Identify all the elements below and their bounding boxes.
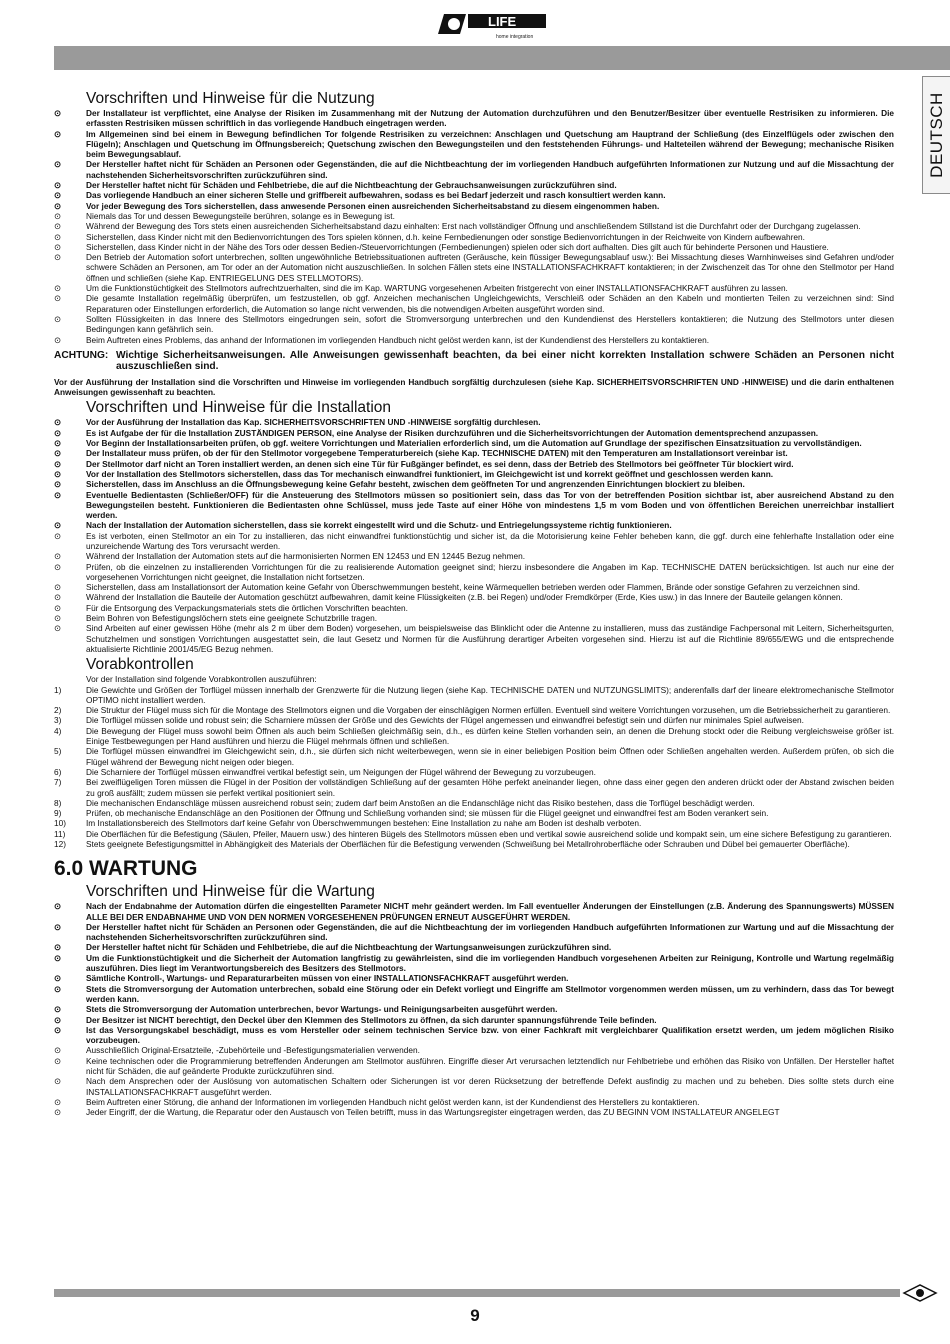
section-heading: Vorschriften und Hinweise für die Installation — [86, 399, 391, 417]
numbered-item — [54, 705, 894, 715]
bullet-icon: ⊙ — [54, 458, 61, 469]
list-item-text: Niemals das Tor und dessen Bewegungsteile berühren, solange es in Bewegung ist. — [86, 210, 395, 221]
item-number: 9) — [54, 808, 62, 819]
list-item-text: Vor jeder Bewegung des Tors sicherstellen, dass anwesende Personen einen ausreichenden Sicherheitsabstand zu diesem eingenommen haben. — [86, 200, 660, 211]
list-item-text: Stets die Stromversorgung der Automation unterbrechen, sobald eine Störung oder ein Defekt vorliegt und Eingriffe am Stellmotor vorgenommen werden müssen, um zu verhindern, dass das Tor bewegt werden kann. — [86, 983, 894, 1004]
numbered-item-text: Die Torflügel müssen solide und robust sein; die Scharniere müssen der Größe und des Gewichts der Flügel angemessen und einwandfrei befestigt sein und dürfen nur minimales Spiel aufweisen. — [86, 715, 804, 726]
list-item-text: Jeder Eingriff, der die Wartung, die Reparatur oder den Austausch von Teilen betrifft, muss in das Wartungsregister eingetragen werden, das ZU BEGINN VOM INSTALLATEUR ANGELEGT — [86, 1107, 780, 1118]
section-heading: Vorschriften und Hinweise für die Nutzung — [86, 90, 375, 107]
item-number: 5) — [54, 746, 62, 757]
bullet-icon: ⊙ — [54, 489, 61, 500]
list-item-text: Während der Installation der Automation stets auf die harmonisierten Normen EN 12453 und EN 12445 Bezug nehmen. — [86, 551, 526, 562]
list-item — [54, 613, 894, 623]
logo-text: LIFE — [488, 14, 517, 29]
list-item — [54, 479, 894, 489]
list-item — [54, 201, 894, 211]
logo-tagline: home integration — [496, 34, 534, 40]
list-item — [54, 582, 894, 592]
list-item — [54, 108, 894, 129]
bullet-icon: ⊙ — [54, 983, 61, 994]
list-item-text: Der Hersteller haftet nicht für Schäden und Fehlbetriebe, die auf die Nichtbeachtung der Gebrauchsanweisungen zurückzuführen sind. — [86, 180, 617, 191]
bullet-icon: ⊙ — [54, 180, 61, 191]
list-item — [54, 252, 894, 283]
numbered-item-text: Bei zweiflügeligen Toren müssen die Flügel in der Position der vollständigen Schließung auf der gesamten Höhe perfekt aneinander liegen, ohne dass einer gegen den anderen drückt oder der Abstand zwischen beiden zu groß ausfällt; zudem müssen sie perfekt vertikal positioniert sein. — [86, 777, 894, 798]
bullet-icon: ⊙ — [54, 592, 61, 603]
list-item — [54, 1045, 894, 1055]
list-item — [54, 428, 894, 438]
list-item-text: Während der Bewegung des Tors stets einen ausreichenden Sicherheitsabstand dazu einhalten: Erst nach vollständiger Öffnung und anschließendem Stillstand ist die Durchfahrt oder der Durchgang zugelassen. — [86, 221, 861, 232]
footer-bar — [54, 1289, 900, 1297]
list-item — [54, 417, 894, 427]
list-item — [54, 984, 894, 1005]
list-item-text: Eventuelle Bedientasten (Schließer/OFF) für die Ansteuerung des Stellmotors müssen so positioniert sein, dass das Tor von der betreffenden Position sichtbar ist, aber ausreichend Abstand zu den Bewegungsteilen besteht. Funktionieren die Bedientasten ohne Schlüssel, muss jede Taste auf einer Höhe von mindestens 1,5 m vom Boden und von öffentlichen Bereichen unerreichbar installiert werden. — [86, 489, 894, 521]
numbered-item-text: Im Installationsbereich des Stellmotors darf keine Gefahr von Überschwemmungen bestehen: Eine Installation zu nahe am Boden ist deshalb verboten. — [86, 818, 642, 829]
list-item — [54, 1004, 894, 1014]
bullet-icon: ⊙ — [54, 973, 61, 984]
numbered-item — [54, 808, 894, 818]
bullet-icon: ⊙ — [54, 252, 61, 263]
list-item-text: Der Besitzer ist NICHT berechtigt, den Deckel über den Klemmen des Stellmotors zu öffnen, da sich darunter spannungsführende Teile befinden. — [86, 1014, 657, 1025]
list-item-text: Beim Auftreten eines Problems, das anhand der Informationen im vorliegenden Handbuch nicht gelöst werden kann, ist der Kundendienst des Herstellers zu kontaktieren. — [86, 334, 710, 345]
list-item-text: Nach der Endabnahme der Automation dürfen die eingestellten Parameter NICHT mehr geändert werden. Im Fall eventueller Änderungen der Einstellungen (z.B. Änderung des Spannungswerts) MÜSSEN ALLE BEI DER ENDABNAHME UND VON DEN NORMEN VORGESEHENEN PRÜFUNGEN ERNEUT AUSGEFÜHRT WERDEN. — [86, 901, 894, 922]
list-item-text: Im Allgemeinen sind bei einem in Bewegung befindlichen Tor folgende Restrisiken zu verzeichnen: Anschlagen und Quetschung am Hauptrand der Schließung (des Einzelflügels oder zwischen den Flügeln); Anschlagen und Quetschung im Öffnungsbereich; Quetschung zwischen den Bewegungsteilen und den feststehenden Führungs- und Halteteilen während der Bewegung; mechanische Risiken beim Bewegungsablauf. — [86, 128, 894, 160]
bullet-icon: ⊙ — [54, 159, 61, 170]
list-item-text: Ist das Versorgungskabel beschädigt, muss es vom Hersteller oder seinem technischen Service bzw. von einer Fachkraft mit vergleichbarer Qualifikation ersetzt werden, um jedem möglichen Risiko vorzubeugen. — [86, 1024, 894, 1046]
list-item — [54, 469, 894, 479]
bullet-icon: ⊙ — [54, 241, 61, 252]
list-item — [54, 242, 894, 252]
list-item-text: Sämtliche Kontroll-, Wartungs- und Reparaturarbeiten müssen von einer INSTALLATIONSFACHKRAFT ausgeführt werden. — [86, 973, 569, 984]
list-item-text: Für die Entsorgung des Verpackungsmaterials stets die örtlichen Vorschriften beachten. — [86, 602, 408, 613]
bullet-icon: ⊙ — [54, 427, 61, 438]
numbered-item — [54, 829, 894, 839]
numbered-item — [54, 767, 894, 777]
list-item-text: Es ist Aufgabe der für die Installation ZUSTÄNDIGEN PERSON, eine Analyse der Risiken durchzuführen und die Sicherheitsvorrichtungen der Automation dementsprechend anzupassen. — [86, 427, 819, 438]
list-item-text: Vor der Installation des Stellmotors sicherstellen, dass das Tor mechanisch einwandfrei funktioniert, im Gleichgewicht ist und korrekt geöffnet und geschlossen werden kann. — [86, 468, 774, 479]
bullet-icon: ⊙ — [54, 520, 61, 531]
list-item-text: Während der Installation die Bauteile der Automation geschützt aufbewahren, damit keine Flüssigkeiten (z.B. bei Regen) und/oder Fremdkörper (Erde, Kies usw.) in das Innere der Bauteile gelangen können. — [86, 592, 843, 603]
bullet-icon: ⊙ — [54, 952, 61, 963]
bullet-icon: ⊙ — [54, 293, 61, 304]
numbered-item — [54, 839, 894, 849]
list-item — [54, 603, 894, 613]
list-item — [54, 592, 894, 602]
checks-intro: Vor der Installation sind folgende Vorabkontrollen auszuführen: — [86, 674, 317, 685]
list-item — [54, 314, 894, 335]
list-item-text: Vor der Ausführung der Installation das Kap. SICHERHEITSVORSCHRIFTEN UND -HINWEISE sorgfältig durchlesen. — [86, 417, 541, 428]
item-number: 8) — [54, 797, 62, 808]
bullet-icon: ⊙ — [54, 1004, 61, 1015]
bullet-icon: ⊙ — [54, 942, 61, 953]
item-number: 4) — [54, 725, 62, 736]
list-item-text: Der Hersteller haftet nicht für Schäden an Personen oder Gegenständen, die auf die Nichtbeachtung der im vorliegenden Handbuch aufgeführten Informationen zur Nutzung und auf die Missachtung der nachstehenden Sicherheitsvorschriften zurückzuführen sind. — [86, 159, 894, 180]
item-number: 1) — [54, 684, 62, 695]
list-item-text: Beim Bohren von Befestigungslöchern stets eine geeignete Schutzbrille tragen. — [86, 613, 378, 624]
list-item — [54, 973, 894, 983]
bullet-icon: ⊙ — [54, 1045, 61, 1056]
list-item-text: Nach dem Ansprechen oder der Auslösung von automatischen Schaltern oder Sicherungen ist vor deren Rücksetzung der betreffende Defekt ausfindig zu machen und zu beheben. Dies sollte stets durch eine INSTALLATIONSFACHKRAFT ausgeführt werden. — [86, 1076, 894, 1097]
bullet-icon: ⊙ — [54, 334, 61, 345]
bullet-icon: ⊙ — [54, 283, 61, 294]
warning-text: Wichtige Sicherheitsanweisungen. Alle Anweisungen gewissenhaft beachten, da bei einer nicht korrekten Installation schwere Schäden an Personen nicht auszuschließen sind. — [116, 349, 894, 373]
numbered-item-text: Die Oberflächen für die Befestigung (Säulen, Pfeiler, Mauern usw.) des hinteren Bügels des Stellmotors müssen eben und vertikal sowie ausreichend solide und kompakt sein, um eine sichere Befestigung zu garantieren. — [86, 828, 892, 839]
list-item-text: Der Hersteller haftet nicht für Schäden und Fehlbetriebe, die auf die Nichtbeachtung der Wartungsanweisungen zurückzuführen sind. — [86, 942, 612, 953]
numbered-item-text: Die Gewichte und Größen der Torflügel müssen innerhalb der Grenzwerte für die Nutzung liegen (siehe Kap. TECHNISCHE DATEN und NUTZUNGSLIMITS); anderenfalls darf der lineare elektromechanische Stellmotor OPTIMO nicht installiert werden. — [86, 684, 894, 705]
list-item — [54, 283, 894, 293]
list-item — [54, 520, 894, 530]
list-item — [54, 551, 894, 561]
list-item — [54, 942, 894, 952]
bullet-icon: ⊙ — [54, 561, 61, 572]
list-item-text: Keine technischen oder die Programmierung betreffenden Änderungen am Stellmotor ausführen. Eingriffe dieser Art verursachen letztendlich nur Fehlbetriebe und erhöhen das Risiko von Unfällen. Der Hersteller haftet nicht für Schäden, die auf geänderte Produkte zurückzuführen sind. — [86, 1055, 894, 1077]
list-item — [54, 1025, 894, 1046]
chapter-title: 6.0 WARTUNG — [54, 857, 198, 881]
bullet-icon: ⊙ — [54, 438, 61, 449]
list-item-text: Um die Funktionstüchtigkeit des Stellmotors aufrechtzuerhalten, sind die im Kap. WARTUNG vorgesehenen Arbeiten fristgerecht von einer INSTALLATIONSFACHKRAFT ausführen zu lassen. — [86, 283, 788, 294]
list-item — [54, 459, 894, 469]
list-item-text: Das vorliegende Handbuch an einer sicheren Stelle und griffbereit aufbewahren, sodass es bei Bedarf jederzeit und rasch konsultiert werden kann. — [86, 190, 666, 201]
warning-block — [54, 350, 894, 373]
bullet-icon: ⊙ — [54, 448, 61, 459]
numbered-item-text: Die Torflügel müssen einwandfrei im Gleichgewicht sein, d.h., sie dürfen sich nicht weiterbewegen, wenn sie in einer beliebigen Position beim Öffnen oder Schließen angehalten werden. Außerdem prüfen, ob sich die Flügel während der Bewegung nicht neigen oder biegen. — [86, 746, 894, 767]
bullet-icon: ⊙ — [54, 551, 61, 562]
numbered-item — [54, 818, 894, 828]
numbered-item — [54, 726, 894, 747]
list-item — [54, 180, 894, 190]
bullet-icon: ⊙ — [54, 623, 61, 634]
header-bar — [54, 46, 950, 70]
page-number: 9 — [470, 1306, 480, 1325]
bullet-icon: ⊙ — [54, 221, 61, 232]
bullet-icon: ⊙ — [54, 200, 61, 211]
list-item — [54, 562, 894, 583]
bullet-icon: ⊙ — [54, 210, 61, 221]
numbered-item — [54, 685, 894, 706]
bullet-icon: ⊙ — [54, 231, 61, 242]
list-item — [54, 1015, 894, 1025]
list-item — [54, 129, 894, 160]
list-item-text: Der Stellmotor darf nicht an Toren installiert werden, an denen sich eine Tür für Fußgänger befindet, es sei denn, dass der Betrieb des Stellmotors bei geöffneter Tür blockiert wird. — [86, 458, 794, 469]
item-number: 7) — [54, 777, 62, 788]
list-item — [54, 901, 894, 922]
list-item-text: Ausschließlich Original-Ersatzteile, -Zubehörteile und -Befestigungsmaterialien verwenden. — [86, 1045, 420, 1056]
numbered-item-text: Die mechanischen Endanschläge müssen ausreichend robust sein; zudem darf beim Anstoßen an die Endanschläge nicht das Risiko bestehen, dass die Torflügel beschädigt werden. — [86, 797, 755, 808]
list-item-text: Es ist verboten, einen Stellmotor an ein Tor zu installieren, das nicht einwandfrei funktionstüchtig und sicher ist, da die Motorisierung keine Fehler beheben kann, die ggf. durch eine fehlerhafte Installation oder eine unzureichende Wartung des Tors verursacht werden. — [86, 530, 894, 551]
list-item-text: Stets die Stromversorgung der Automation unterbrechen, bevor Wartungs- und Reinigungsarbeiten ausgeführt werden. — [86, 1004, 558, 1015]
list-item — [54, 1107, 894, 1117]
list-item-text: Der Installateur muss prüfen, ob der für den Stellmotor vorgegebene Temperaturbereich (siehe Kap. TECHNISCHE DATEN) mit den Temperaturen am Installationsort vereinbar ist. — [86, 448, 788, 459]
list-item-text: Prüfen, ob die einzelnen zu installierenden Vorrichtungen für die zu realisierende Automation geeignet sind; hierzu insbesondere die Angaben im Kap. TECHNISCHE DATEN berücksichtigen. Ist auch nur eine der vorgesehenen Vorrichtungen nicht geeignet, die Installation nicht fortsetzen. — [86, 561, 894, 582]
footer-logo-mark-icon — [900, 1282, 940, 1304]
list-item-text: Sollten Flüssigkeiten in das Innere des Stellmotors eingedrungen sein, sofort die Stromversorgung unterbrechen und den Kundendienst des Herstellers kontaktieren; die Nutzung des Stellmotors unter diesen Bedingungen kann gefährlich sein. — [86, 313, 894, 335]
list-item — [54, 922, 894, 943]
list-item — [54, 490, 894, 521]
numbered-item — [54, 798, 894, 808]
list-item-text: Nach der Installation der Automation sicherstellen, dass sie korrekt eingestellt wird und die Schutz- und Entriegelungssysteme richtig funktionieren. — [86, 520, 672, 531]
bullet-icon: ⊙ — [54, 1076, 61, 1087]
list-item-text: Sicherstellen, dass im Anschluss an die Öffnungsbewegung keine Gefahr besteht, zwischen dem geöffneten Tor und angrenzenden Einrichtungen blockiert zu bleiben. — [86, 479, 745, 490]
list-item-text: Den Betrieb der Automation sofort unterbrechen, sollten ungewöhnliche Betriebssituationen auftreten (Geräusche, kein flüssiger Bewegungsablauf usw.): Bei Missachtung dieses Warnhinweises sind Gefahren und/oder schwere Schäden an Personen, am Tor oder an der Automation nicht auszuschließen. In solchen Fällen stets eine INSTALLATIONSFACHKRAFT kontaktieren; in der Zwischenzeit das Tor ohne den Stellmotor per Hand öffnen und schließen (siehe Kap. ENTRIEGELUNG DES STELLMOTORS). — [86, 252, 894, 283]
list-item — [54, 293, 894, 314]
warning-label: ACHTUNG: — [54, 349, 109, 361]
list-item — [54, 159, 894, 180]
list-item-text: Der Installateur ist verpflichtet, eine Analyse der Risiken im Zusammenhang mit der Nutzung der Automation durchzuführen und den Benutzer/Besitzer über eventuelle Restrisiken zu informieren. Die erfassten Restrisiken müssen schriftlich in das vorliegende Handbuch eingetragen werden. — [86, 108, 894, 129]
list-item — [54, 1056, 894, 1077]
list-item — [54, 232, 894, 242]
list-item — [54, 438, 894, 448]
bullet-icon: ⊙ — [54, 313, 61, 324]
numbered-item — [54, 746, 894, 767]
logo-mark-icon — [438, 8, 548, 42]
language-tab — [922, 76, 950, 194]
numbered-item-text: Die Scharniere der Torflügel müssen einwandfrei vertikal befestigt sein, um Neigungen der Flügel während der Bewegung zu vorzubeugen. — [86, 766, 596, 777]
brand-logo — [438, 8, 548, 42]
bullet-icon: ⊙ — [54, 417, 61, 428]
list-item — [54, 623, 894, 654]
numbered-item-text: Die Bewegung der Flügel muss sowohl beim Öffnen als auch beim Schließen gleichmäßig sein, d.h., es dürfen keine Stellen vorhanden sein, an denen die Drehung stockt oder die Reibung vergleichsweise größer ist. Einige Testbewegungen per Hand ausführen und hierzu die Flügel mehrmals öffnen und schließen. — [86, 725, 894, 747]
list-item-text: Sicherstellen, dass Kinder nicht mit den Bedienvorrichtungen des Tors spielen können, d.h. keine Fernbedienungen oder sonstige Bedienvorrichtungen in der Reichweite von Kindern aufbewahren. — [86, 231, 805, 242]
list-item — [54, 1097, 894, 1107]
numbered-item-text: Die Struktur der Flügel muss sich für die Montage des Stellmotors eignen und die Vorgaben der einschlägigen Normen erfüllen. Eventuell sind weitere Vorrichtungen vorzusehen, um die Betriebssicherheit zu garantieren. — [86, 705, 891, 716]
bullet-icon: ⊙ — [54, 613, 61, 624]
bullet-icon: ⊙ — [54, 128, 61, 139]
bullet-icon: ⊙ — [54, 1107, 61, 1118]
list-item-text: Sicherstellen, dass Kinder nicht in der Nähe des Tors oder dessen Bedien-/Steuervorrichtungen (Fernbedienungen) spielen oder sich dort aufhalten. Dies gilt auch für behinderte Personen und Haustiere. — [86, 241, 829, 252]
bullet-icon: ⊙ — [54, 468, 61, 479]
list-item — [54, 1076, 894, 1097]
bullet-icon: ⊙ — [54, 479, 61, 490]
bullet-icon: ⊙ — [54, 602, 61, 613]
list-item — [54, 335, 894, 345]
bullet-icon: ⊙ — [54, 1096, 61, 1107]
list-item — [54, 448, 894, 458]
list-item-text: Der Hersteller haftet nicht für Schäden an Personen oder Gegenständen, die auf die Nichtbeachtung der im vorliegenden Handbuch aufgeführten Informationen zur Wartung und auf die Missachtung der nachstehenden Sicherheitsvorschriften zurückzuführen sind. — [86, 921, 894, 943]
list-item — [54, 953, 894, 974]
numbered-item — [54, 777, 894, 798]
section-heading: Vorschriften und Hinweise für die Wartung — [86, 883, 375, 901]
bullet-icon: ⊙ — [54, 1014, 61, 1025]
section-heading: Vorabkontrollen — [86, 656, 194, 674]
list-item-text: Die gesamte Installation regelmäßig überprüfen, um festzustellen, ob ggf. Anzeichen mechanischen Ungleichgewichts, Verschleiß oder Schäden an den Kabeln und montierten Teilen zu verzeichnen sind: Sind Reparaturen oder Einstellungen erforderlich, die Automation so lange nicht verwenden, bis die notwendigen Arbeiten ausgeführt worden sind. — [86, 293, 894, 314]
item-number: 10) — [54, 818, 66, 829]
item-number: 2) — [54, 705, 62, 716]
list-item-text: Vor Beginn der Installationsarbeiten prüfen, ob ggf. weitere Vorrichtungen und Materialien erforderlich sind, um die Automation auf Grundlage der spezifischen Einsatzsituation zu vervollständigen. — [86, 438, 862, 449]
pre-install-note: Vor der Ausführung der Installation sind die Vorschriften und Hinweise im vorliegenden Handbuch sorgfältig durchzulesen (siehe Kap. SICHERHEITSVORSCHRIFTEN UND -HINWEISE) und die darin enthaltenen Anweisungen gewissenhaft zu beachten. — [54, 376, 894, 398]
bullet-icon: ⊙ — [54, 1055, 61, 1066]
item-number: 12) — [54, 839, 66, 849]
bullet-icon: ⊙ — [54, 530, 61, 541]
numbered-item-text: Stets geeignete Befestigungsmittel in Abhängigkeit des Materials der Oberflächen für die Befestigung verwenden (Schweißung bei Metallrohroberfläche oder Schrauben und Dübel bei gemauerter Oberfläche). — [86, 839, 850, 849]
list-item — [54, 221, 894, 231]
item-number: 3) — [54, 715, 62, 726]
bullet-icon: ⊙ — [54, 921, 61, 932]
bullet-icon: ⊙ — [54, 582, 61, 593]
list-item-text: Um die Funktionstüchtigkeit und die Sicherheit der Automation langfristig zu gewährleisten, sind die im vorliegenden Handbuch vorgesehenen Arbeiten zur Reinigung, Kontrolle und Wartung regelmäßig auszuführen. Dies liegt im Verantwortungsbereich des Besitzers des Stellmotors. — [86, 952, 894, 974]
bullet-icon: ⊙ — [54, 108, 61, 118]
bullet-icon: ⊙ — [54, 1024, 61, 1035]
item-number: 11) — [54, 828, 66, 839]
document-body — [54, 88, 894, 1118]
bullet-icon: ⊙ — [54, 190, 61, 201]
bullet-icon: ⊙ — [54, 901, 61, 912]
numbered-item-text: Prüfen, ob mechanische Endanschläge an den Positionen der Öffnung und Schließung vorhanden sind; sie müssen für die Flügel geeignet und einwandfrei fest am Boden verankert sein. — [86, 808, 769, 819]
list-item-text: Sicherstellen, dass am Installationsort der Automation keine Gefahr von Überschwemmungen besteht, keine Wärmequellen betrieben werden oder Flammen, Brände oder sonstige Gefahren zu verzeichnen sind. — [86, 582, 860, 593]
numbered-item — [54, 715, 894, 725]
list-item — [54, 211, 894, 221]
list-item-text: Beim Auftreten einer Störung, die anhand der Informationen im vorliegenden Handbuch nicht gelöst werden kann, ist der Kundendienst des Herstellers zu kontaktieren. — [86, 1096, 700, 1107]
list-item — [54, 190, 894, 200]
list-item-text: Sind Arbeiten auf einer gewissen Höhe (mehr als 2 m über dem Boden) vorgesehen, um beispielsweise das Blinklicht oder die Antenne zu installieren, muss das zuständige Fachpersonal mit Leitern, Sicherheitsgurten, Schutzhelmen und sonstigen Vorrichtungen ausgestattet sein, die laut Gesetz und Normen für die Ausführung derartiger Arbeiten vorgesehen sind. Hierzu ist auf die Richtlinie 89/655/EWG und die entsprechende aktualisierte Richtlinie 2001/45/EG Bezug nehmen. — [86, 623, 894, 654]
item-number: 6) — [54, 766, 62, 777]
language-label: DEUTSCH — [927, 92, 946, 178]
list-item — [54, 531, 894, 552]
